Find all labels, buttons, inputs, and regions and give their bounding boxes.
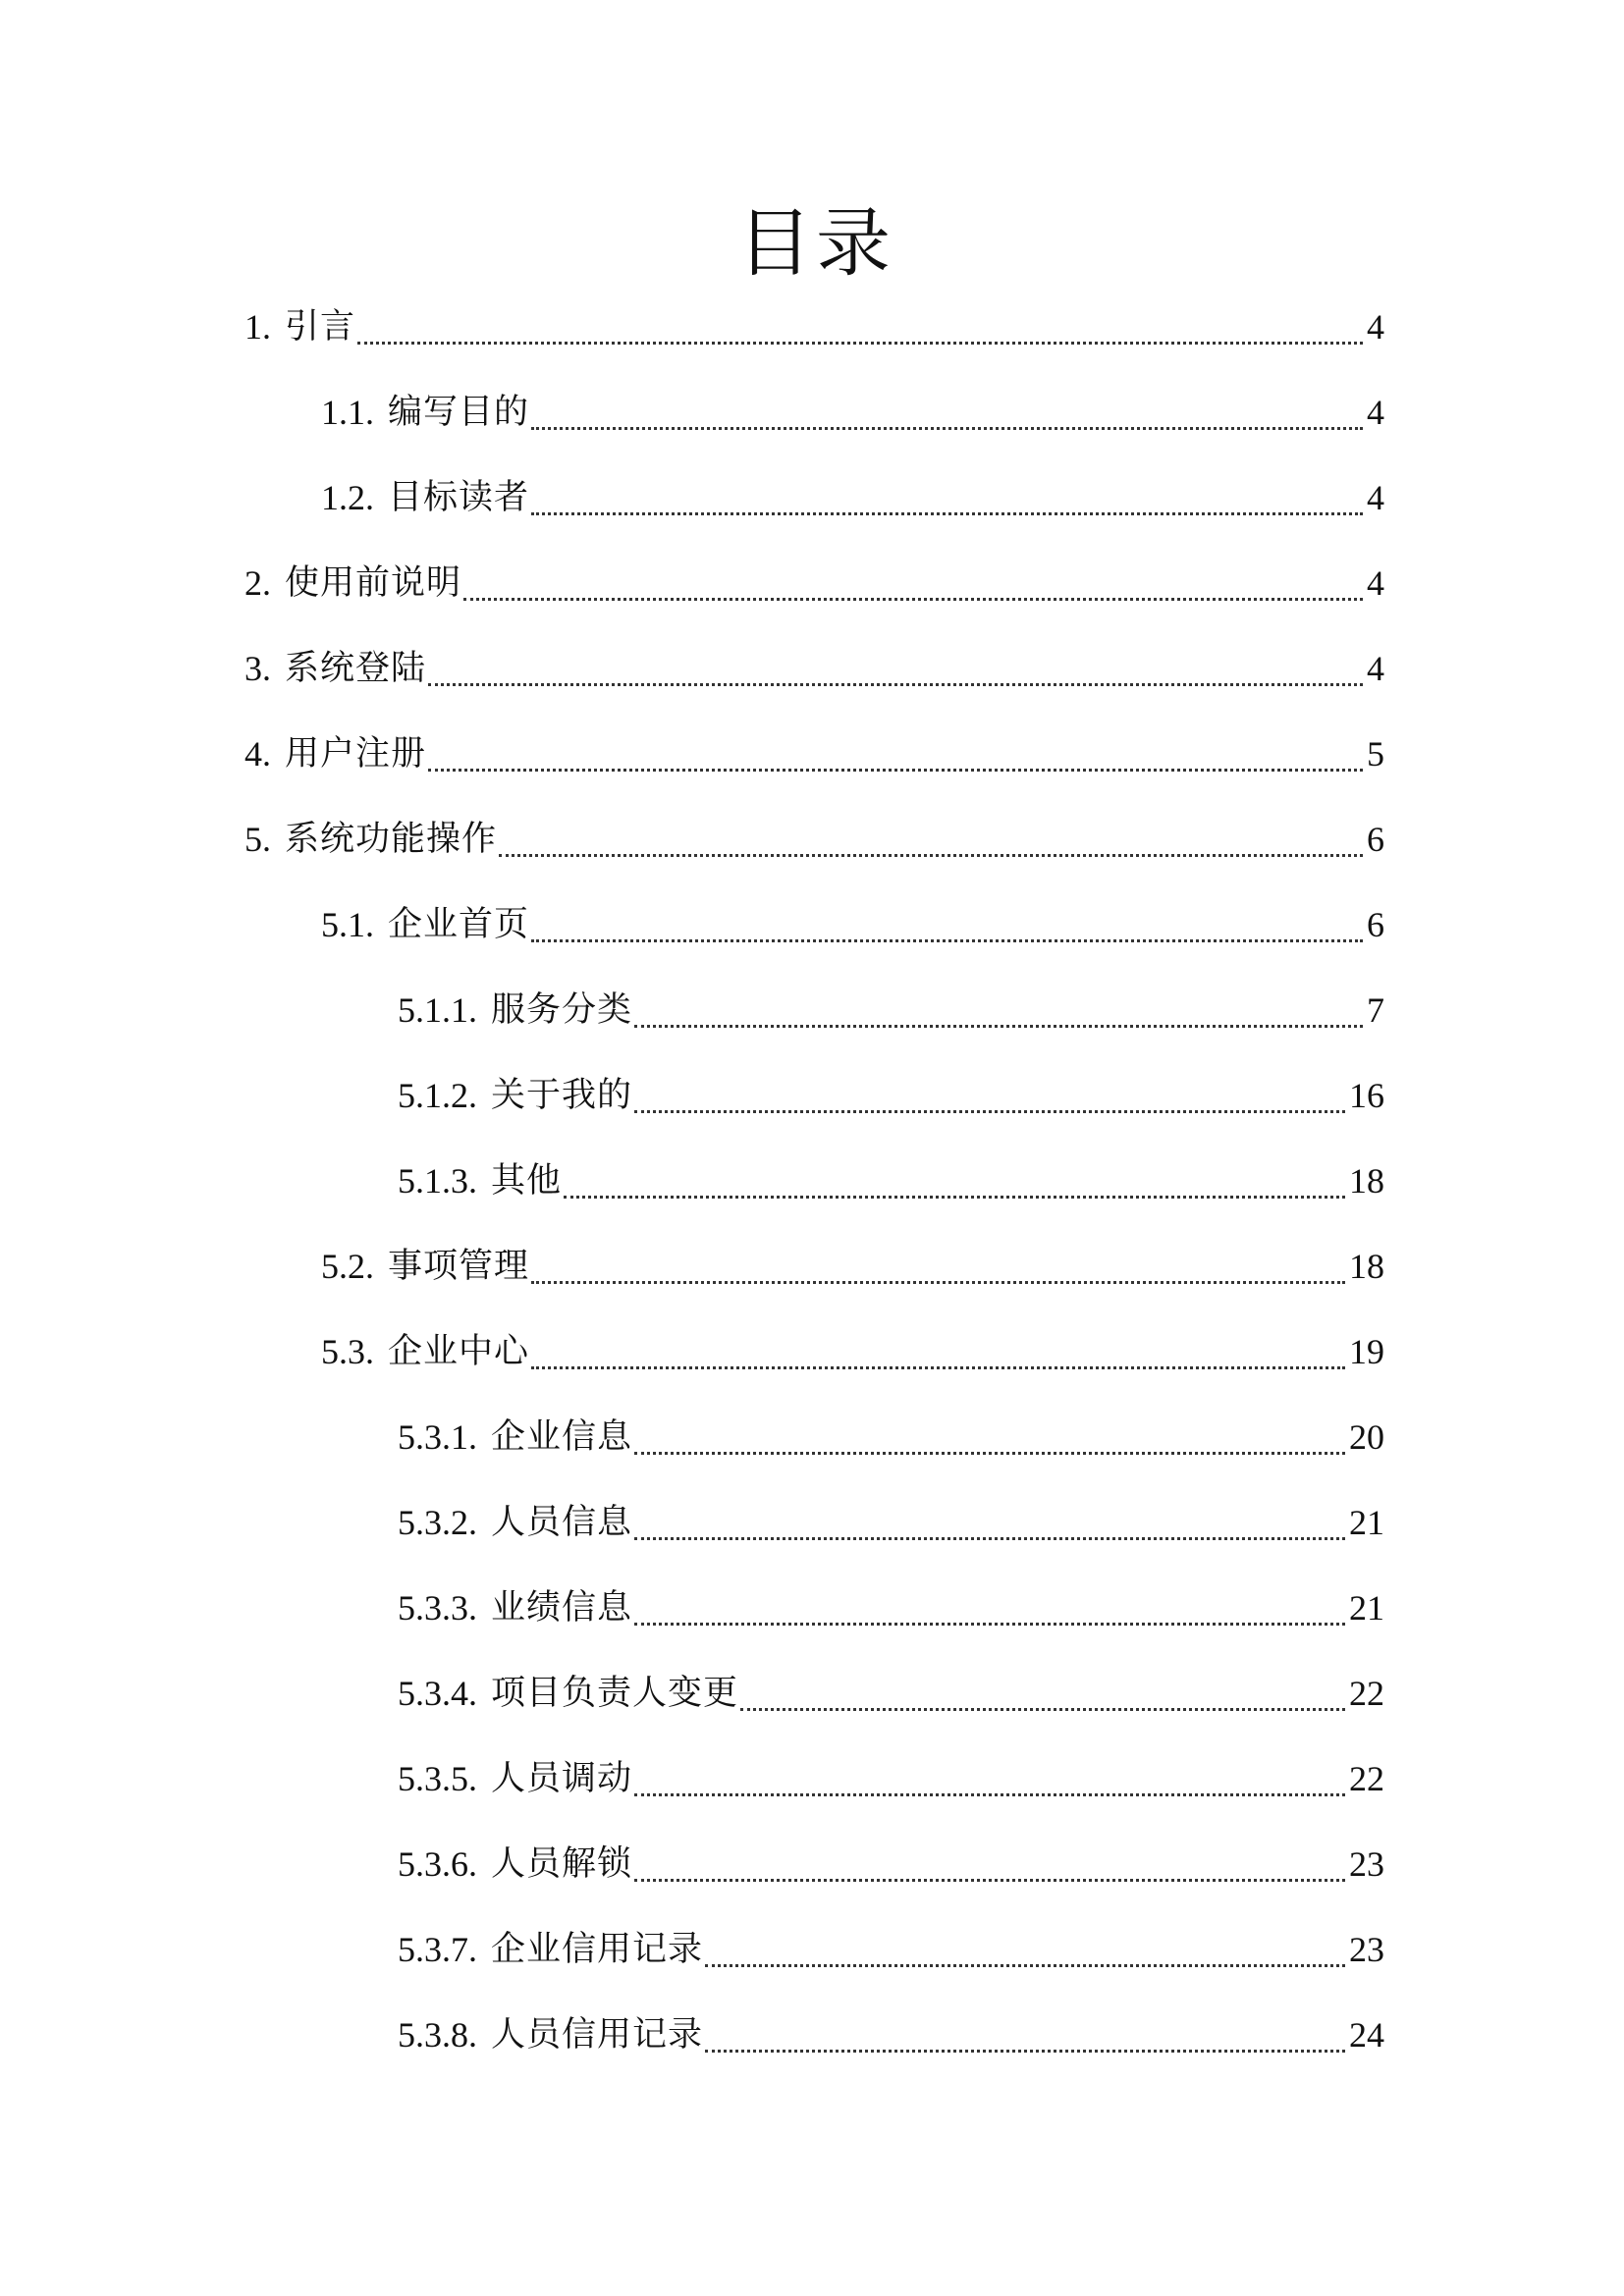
toc-entry[interactable]	[0, 811, 1624, 896]
toc-entry[interactable]	[0, 1067, 1624, 1152]
dot-leader	[564, 1152, 1345, 1199]
toc-entry-page-number: 6	[1367, 820, 1384, 859]
dot-leader	[428, 640, 1363, 686]
toc-entry[interactable]	[0, 1323, 1624, 1409]
toc-entry[interactable]	[0, 469, 1624, 555]
toc-entry-page-number: 7	[1367, 990, 1384, 1030]
toc-entry-number: 5.1.1.	[398, 990, 477, 1030]
toc-entry-number: 5.3.6.	[398, 1844, 477, 1884]
toc-entry-label: 服务分类	[491, 990, 633, 1030]
toc-entry-page-number: 23	[1349, 1844, 1384, 1884]
table-of-contents	[0, 298, 1624, 2092]
toc-entry-label: 编写目的	[388, 393, 530, 432]
toc-entry[interactable]	[0, 555, 1624, 640]
toc-entry[interactable]	[0, 640, 1624, 725]
toc-entry-label: 使用前说明	[285, 563, 462, 603]
toc-entry-number: 5.1.2.	[398, 1076, 477, 1115]
toc-entry[interactable]	[0, 1836, 1624, 1921]
toc-entry-number: 5.3.7.	[398, 1930, 477, 1969]
toc-entry-page-number: 4	[1367, 563, 1384, 603]
toc-entry-number: 5.3.3.	[398, 1588, 477, 1628]
toc-entry-number: 1.	[244, 307, 271, 347]
toc-entry-label: 人员信息	[491, 1503, 633, 1542]
toc-entry-page-number: 16	[1349, 1076, 1384, 1115]
toc-entry-number: 5.3.4.	[398, 1674, 477, 1713]
dot-leader	[428, 725, 1363, 772]
toc-entry-label: 关于我的	[491, 1076, 633, 1115]
toc-entry[interactable]	[0, 1152, 1624, 1238]
toc-entry-number: 5.1.	[321, 905, 374, 944]
dot-leader	[634, 1409, 1345, 1455]
toc-entry-label: 企业信息	[491, 1417, 633, 1457]
toc-entry-number: 5.2.	[321, 1247, 374, 1286]
toc-entry-number: 5.	[244, 820, 271, 859]
toc-entry-page-number: 18	[1349, 1161, 1384, 1201]
toc-entry-page-number: 21	[1349, 1588, 1384, 1628]
toc-entry-number: 5.1.3.	[398, 1161, 477, 1201]
dot-leader	[531, 896, 1363, 942]
toc-entry-page-number: 22	[1349, 1674, 1384, 1713]
toc-entry[interactable]	[0, 725, 1624, 811]
toc-entry-page-number: 4	[1367, 393, 1384, 432]
toc-entry-label: 人员调动	[491, 1759, 633, 1798]
dot-leader	[531, 1238, 1345, 1284]
dot-leader	[531, 1323, 1345, 1369]
toc-entry-label: 事项管理	[388, 1247, 530, 1286]
toc-entry-page-number: 21	[1349, 1503, 1384, 1542]
toc-entry[interactable]	[0, 1750, 1624, 1836]
toc-entry-label: 业绩信息	[491, 1588, 633, 1628]
toc-entry-number: 1.1.	[321, 393, 374, 432]
toc-entry-page-number: 24	[1349, 2015, 1384, 2055]
toc-entry-page-number: 6	[1367, 905, 1384, 944]
toc-entry-label: 项目负责人变更	[491, 1674, 739, 1713]
dot-leader	[634, 1067, 1345, 1113]
toc-entry[interactable]	[0, 1238, 1624, 1323]
toc-entry-page-number: 23	[1349, 1930, 1384, 1969]
toc-entry[interactable]	[0, 1494, 1624, 1579]
toc-entry-page-number: 22	[1349, 1759, 1384, 1798]
toc-entry-number: 5.3.8.	[398, 2015, 477, 2055]
dot-leader	[531, 384, 1363, 430]
toc-entry-number: 2.	[244, 563, 271, 603]
toc-entry-page-number: 4	[1367, 307, 1384, 347]
toc-entry-page-number: 5	[1367, 734, 1384, 774]
toc-entry-label: 其他	[491, 1161, 563, 1201]
toc-entry[interactable]	[0, 982, 1624, 1067]
toc-entry-page-number: 19	[1349, 1332, 1384, 1371]
toc-entry-number: 3.	[244, 649, 271, 688]
toc-entry-number: 4.	[244, 734, 271, 774]
dot-leader	[634, 1750, 1345, 1796]
toc-entry-label: 人员解锁	[491, 1844, 633, 1884]
dot-leader	[357, 298, 1363, 345]
dot-leader	[499, 811, 1363, 857]
toc-entry-label: 人员信用记录	[491, 2015, 704, 2055]
toc-entry[interactable]	[0, 2006, 1624, 2092]
toc-entry-label: 目标读者	[388, 478, 530, 517]
toc-entry-page-number: 4	[1367, 649, 1384, 688]
dot-leader	[634, 982, 1363, 1028]
toc-entry[interactable]	[0, 298, 1624, 384]
toc-entry-label: 企业中心	[388, 1332, 530, 1371]
toc-entry[interactable]	[0, 1921, 1624, 2006]
dot-leader	[634, 1494, 1345, 1540]
toc-entry-label: 企业首页	[388, 905, 530, 944]
dot-leader	[705, 1921, 1345, 1967]
toc-entry-number: 5.3.5.	[398, 1759, 477, 1798]
toc-entry[interactable]	[0, 1579, 1624, 1665]
dot-leader	[634, 1836, 1345, 1882]
toc-entry[interactable]	[0, 1409, 1624, 1494]
toc-entry-number: 1.2.	[321, 478, 374, 517]
toc-entry-label: 系统登陆	[285, 649, 427, 688]
toc-entry-label: 用户注册	[285, 734, 427, 774]
dot-leader	[740, 1665, 1345, 1711]
toc-entry[interactable]	[0, 384, 1624, 469]
toc-entry-number: 5.3.1.	[398, 1417, 477, 1457]
dot-leader	[705, 2006, 1345, 2053]
toc-entry[interactable]	[0, 896, 1624, 982]
dot-leader	[531, 469, 1363, 515]
toc-entry-page-number: 4	[1367, 478, 1384, 517]
toc-entry-number: 5.3.	[321, 1332, 374, 1371]
toc-entry-number: 5.3.2.	[398, 1503, 477, 1542]
page-title: 目录	[737, 199, 894, 287]
toc-entry-page-number: 18	[1349, 1247, 1384, 1286]
toc-entry-page-number: 20	[1349, 1417, 1384, 1457]
dot-leader	[634, 1579, 1345, 1626]
toc-entry[interactable]	[0, 1665, 1624, 1750]
dot-leader	[463, 555, 1363, 601]
toc-entry-label: 引言	[285, 307, 356, 347]
toc-entry-label: 企业信用记录	[491, 1930, 704, 1969]
toc-entry-label: 系统功能操作	[285, 820, 498, 859]
